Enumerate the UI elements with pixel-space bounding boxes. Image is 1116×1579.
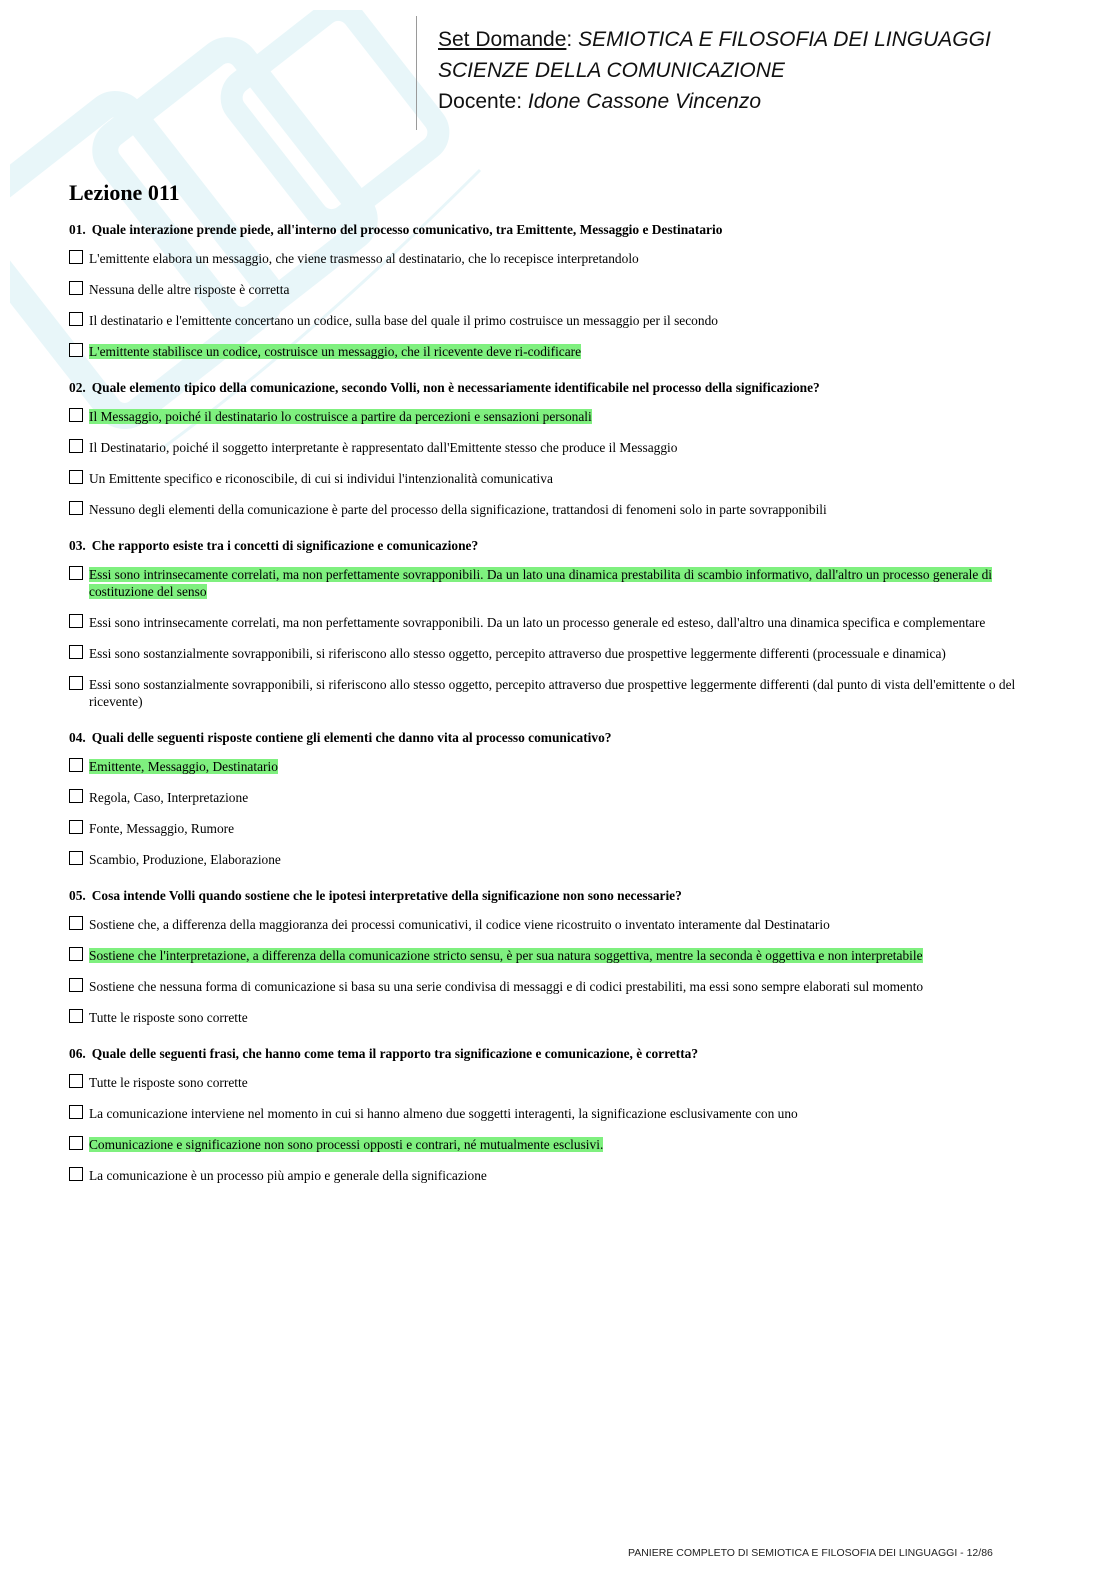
- answer-option[interactable]: [69, 614, 1035, 631]
- answer-text: Il destinatario e l'emittente concertano un codice, sulla base del quale il primo costruisce un messaggio per il secondo: [89, 313, 718, 328]
- question-text: Quale interazione prende piede, all'interno del processo comunicativo, tra Emittente, Messaggio e Destinatario: [91, 222, 723, 237]
- checkbox-icon[interactable]: [69, 947, 83, 961]
- question-3: [69, 538, 1035, 710]
- question-title: [69, 888, 1035, 904]
- checkbox-icon[interactable]: [69, 281, 83, 295]
- question-title: [69, 1046, 1035, 1062]
- question-text: Quale elemento tipico della comunicazione, secondo Volli, non è necessariamente identificabile nel processo della significazione?: [91, 380, 820, 395]
- answer-text: L'emittente elabora un messaggio, che viene trasmesso al destinatario, che lo recepisce interpretandolo: [89, 251, 639, 266]
- answer-option[interactable]: [69, 851, 1035, 868]
- answer-option[interactable]: [69, 312, 1035, 329]
- checkbox-icon[interactable]: [69, 1136, 83, 1150]
- page-footer: PANIERE COMPLETO DI SEMIOTICA E FILOSOFIA DEI LINGUAGGI - 12/86: [628, 1547, 993, 1559]
- checkbox-icon[interactable]: [69, 614, 83, 628]
- answer-text: Il Destinatario, poiché il soggetto interpretante è rappresentato dall'Emittente stesso che produce il Messaggio: [89, 440, 678, 455]
- question-text: Che rapporto esiste tra i concetti di significazione e comunicazione?: [91, 538, 479, 553]
- course-title: SEMIOTICA E FILOSOFIA DEI LINGUAGGI: [578, 28, 991, 51]
- question-title: [69, 538, 1035, 554]
- checkbox-icon[interactable]: [69, 408, 83, 422]
- teacher-name: Idone Cassone Vincenzo: [527, 90, 762, 113]
- answer-text: Nessuno degli elementi della comunicazione è parte del processo della significazione, trattandosi di fenomeni solo in parte sovrapponibili: [89, 502, 827, 517]
- checkbox-icon[interactable]: [69, 470, 83, 484]
- answer-option[interactable]: [69, 758, 1035, 775]
- checkbox-icon[interactable]: [69, 1074, 83, 1088]
- answer-text: Il Messaggio, poiché il destinatario lo costruisce a partire da percezioni e sensazioni personali: [89, 409, 592, 424]
- answer-text: Essi sono intrinsecamente correlati, ma non perfettamente sovrapponibili. Da un lato una dinamica prestabilita di scambio informativo, dall'altro un processo generale di costituzione del senso: [89, 567, 993, 599]
- answer-option[interactable]: [69, 281, 1035, 298]
- answer-option[interactable]: [69, 1136, 1035, 1153]
- header-line-1: [438, 24, 991, 55]
- question-number: 01.: [69, 222, 86, 237]
- answer-option[interactable]: [69, 947, 1035, 964]
- checkbox-icon[interactable]: [69, 1009, 83, 1023]
- answer-text: La comunicazione è un processo più ampio e generale della significazione: [89, 1168, 487, 1183]
- checkbox-icon[interactable]: [69, 343, 83, 357]
- answer-option[interactable]: [69, 978, 1035, 995]
- question-1: [69, 222, 1035, 360]
- questions-list: [69, 222, 1035, 1204]
- header-line-3: [438, 86, 991, 117]
- question-number: 04.: [69, 730, 86, 745]
- answer-option[interactable]: [69, 250, 1035, 267]
- checkbox-icon[interactable]: [69, 501, 83, 515]
- answer-text: Un Emittente specifico e riconoscibile, di cui si individui l'intenzionalità comunicativa: [89, 471, 553, 486]
- checkbox-icon[interactable]: [69, 916, 83, 930]
- checkbox-icon[interactable]: [69, 439, 83, 453]
- checkbox-icon[interactable]: [69, 566, 83, 580]
- question-number: 03.: [69, 538, 86, 553]
- answer-text: Sostiene che l'interpretazione, a differenza della comunicazione stricto sensu, è per sua natura soggettiva, mentre la seconda è oggettiva e non interpretabile: [89, 948, 923, 963]
- teacher-label: Docente:: [438, 90, 528, 113]
- question-title: [69, 222, 1035, 238]
- lesson-title: Lezione 011: [69, 180, 180, 205]
- answer-text: Essi sono sostanzialmente sovrapponibili, si riferiscono allo stesso oggetto, percepito attraverso due prospettive leggermente differenti (dal punto di vista dell'emittente o del ricevente): [89, 677, 1016, 709]
- question-number: 05.: [69, 888, 86, 903]
- question-number: 06.: [69, 1046, 86, 1061]
- answer-text: Emittente, Messaggio, Destinatario: [89, 759, 278, 774]
- question-title: [69, 380, 1035, 396]
- header-divider: [416, 16, 417, 130]
- answer-text: Essi sono intrinsecamente correlati, ma non perfettamente sovrapponibili. Da un lato un processo generale ed esteso, dall'altro una dinamica specifica e complementare: [89, 615, 986, 630]
- answer-option[interactable]: [69, 676, 1035, 710]
- question-number: 02.: [69, 380, 86, 395]
- checkbox-icon[interactable]: [69, 250, 83, 264]
- question-text: Quali delle seguenti risposte contiene gli elementi che danno vita al processo comunicativo?: [91, 730, 612, 745]
- set-domande-label: Set Domande: [438, 28, 567, 51]
- answer-option[interactable]: [69, 470, 1035, 487]
- header-colon: :: [566, 28, 579, 51]
- answer-text: Fonte, Messaggio, Rumore: [89, 821, 235, 836]
- answer-text: Comunicazione e significazione non sono processi opposti e contrari, né mutualmente esclusivi.: [89, 1137, 604, 1152]
- faculty-name: SCIENZE DELLA COMUNICAZIONE: [438, 59, 785, 82]
- question-title: [69, 730, 1035, 746]
- answer-text: Tutte le risposte sono corrette: [89, 1010, 248, 1025]
- answer-option[interactable]: [69, 439, 1035, 456]
- checkbox-icon[interactable]: [69, 758, 83, 772]
- checkbox-icon[interactable]: [69, 645, 83, 659]
- answer-text: Tutte le risposte sono corrette: [89, 1075, 248, 1090]
- answer-option[interactable]: [69, 343, 1035, 360]
- answer-text: La comunicazione interviene nel momento in cui si hanno almeno due soggetti interagenti, la significazione esclusivamente con uno: [89, 1106, 798, 1121]
- question-text: Cosa intende Volli quando sostiene che le ipotesi interpretative della significazione non sono necessarie?: [91, 888, 682, 903]
- answer-option[interactable]: [69, 1009, 1035, 1026]
- answer-option[interactable]: [69, 789, 1035, 806]
- answer-option[interactable]: [69, 1167, 1035, 1184]
- answer-text: Sostiene che, a differenza della maggioranza dei processi comunicativi, il codice viene ricostruito o inventato interamente dal Destinatario: [89, 917, 830, 932]
- answer-option[interactable]: [69, 1105, 1035, 1122]
- checkbox-icon[interactable]: [69, 978, 83, 992]
- question-6: [69, 1046, 1035, 1184]
- question-text: Quale delle seguenti frasi, che hanno come tema il rapporto tra significazione e comunicazione, è corretta?: [91, 1046, 699, 1061]
- answer-text: Nessuna delle altre risposte è corretta: [89, 282, 290, 297]
- answer-option[interactable]: [69, 1074, 1035, 1091]
- answer-text: Sostiene che nessuna forma di comunicazione si basa su una serie condivisa di messaggi e di codici prestabiliti, ma essi sono sempre elaborati sul momento: [89, 979, 924, 994]
- question-2: [69, 380, 1035, 518]
- answer-option[interactable]: [69, 408, 1035, 425]
- checkbox-icon[interactable]: [69, 312, 83, 326]
- header-line-2: [438, 55, 991, 86]
- answer-option[interactable]: [69, 820, 1035, 837]
- answer-option[interactable]: [69, 916, 1035, 933]
- answer-text: Regola, Caso, Interpretazione: [89, 790, 249, 805]
- answer-text: Scambio, Produzione, Elaborazione: [89, 852, 281, 867]
- answer-option[interactable]: [69, 566, 1035, 600]
- checkbox-icon[interactable]: [69, 1105, 83, 1119]
- document-header: [438, 24, 991, 117]
- question-5: [69, 888, 1035, 1026]
- checkbox-icon[interactable]: [69, 851, 83, 865]
- answer-text: Essi sono sostanzialmente sovrapponibili, si riferiscono allo stesso oggetto, percepito attraverso due prospettive leggermente differenti (processuale e dinamica): [89, 646, 946, 661]
- checkbox-icon[interactable]: [69, 820, 83, 834]
- checkbox-icon[interactable]: [69, 676, 83, 690]
- answer-option[interactable]: [69, 501, 1035, 518]
- question-4: [69, 730, 1035, 868]
- answer-text: L'emittente stabilisce un codice, costruisce un messaggio, che il ricevente deve ri-codificare: [89, 344, 582, 359]
- answer-option[interactable]: [69, 645, 1035, 662]
- checkbox-icon[interactable]: [69, 1167, 83, 1181]
- checkbox-icon[interactable]: [69, 789, 83, 803]
